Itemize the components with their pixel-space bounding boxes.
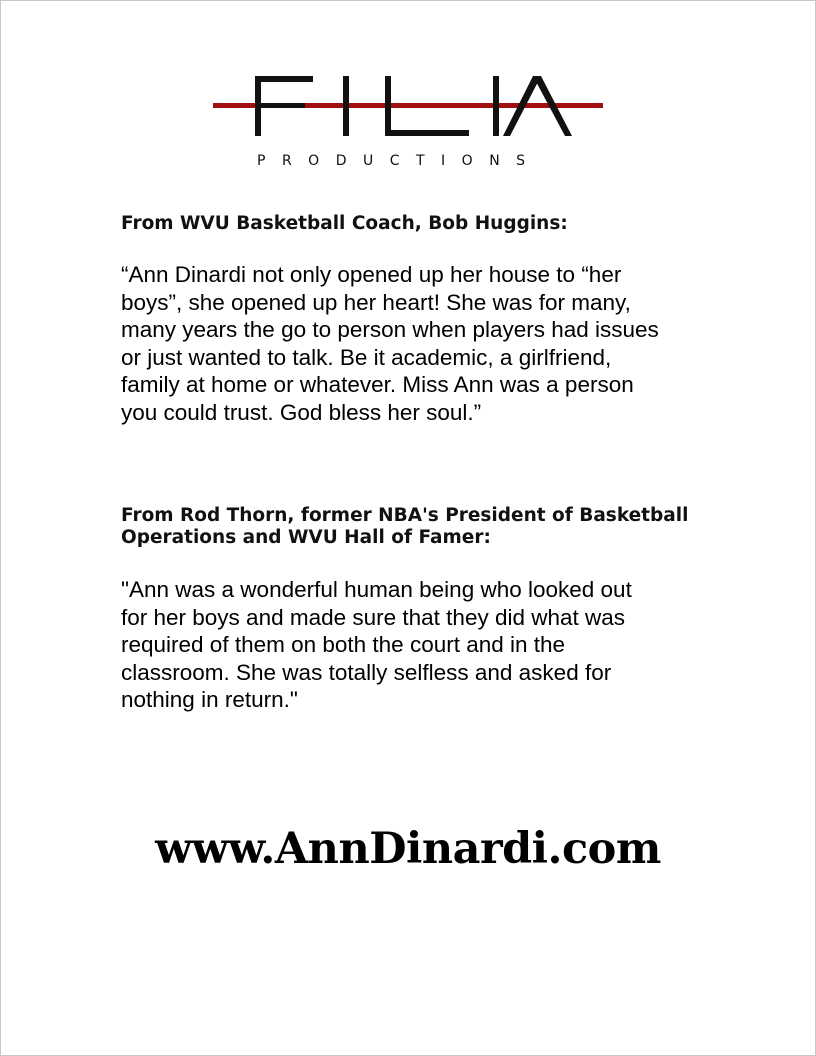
quote-thorn: "Ann was a wonderful human being who looked out for her boys and made sure that they did what was required of them on both the court and in the classroom. She was totally selfless and asked for nothing in return.": [121, 577, 632, 712]
logo-subtitle-text: PRODUCTIONS: [257, 153, 542, 169]
logo-name-text: FILIA: [213, 71, 216, 72]
website-link[interactable]: www.AnnDinardi.com: [155, 824, 661, 874]
logo-graphic: [213, 71, 605, 171]
section-heading-huggins: From WVU Basketball Coach, Bob Huggins:: [121, 213, 568, 234]
section-heading-thorn: From Rod Thorn, former NBA's President of Basketball Operations and WVU Hall of Famer:: [121, 505, 689, 548]
logo-letter-i: [343, 76, 349, 136]
logo-letter-i-2: [493, 76, 499, 136]
logo-letter-f: [255, 76, 313, 136]
filia-productions-logo: [213, 71, 605, 171]
quote-huggins: “Ann Dinardi not only opened up her house to “her boys”, she opened up her heart! She was for many, many years the go to person when players had issues or just wanted to talk. Be it academic, a girlfriend, family at home or whatever. Miss Ann was a person you could trust. God bless her soul.”: [121, 262, 659, 425]
